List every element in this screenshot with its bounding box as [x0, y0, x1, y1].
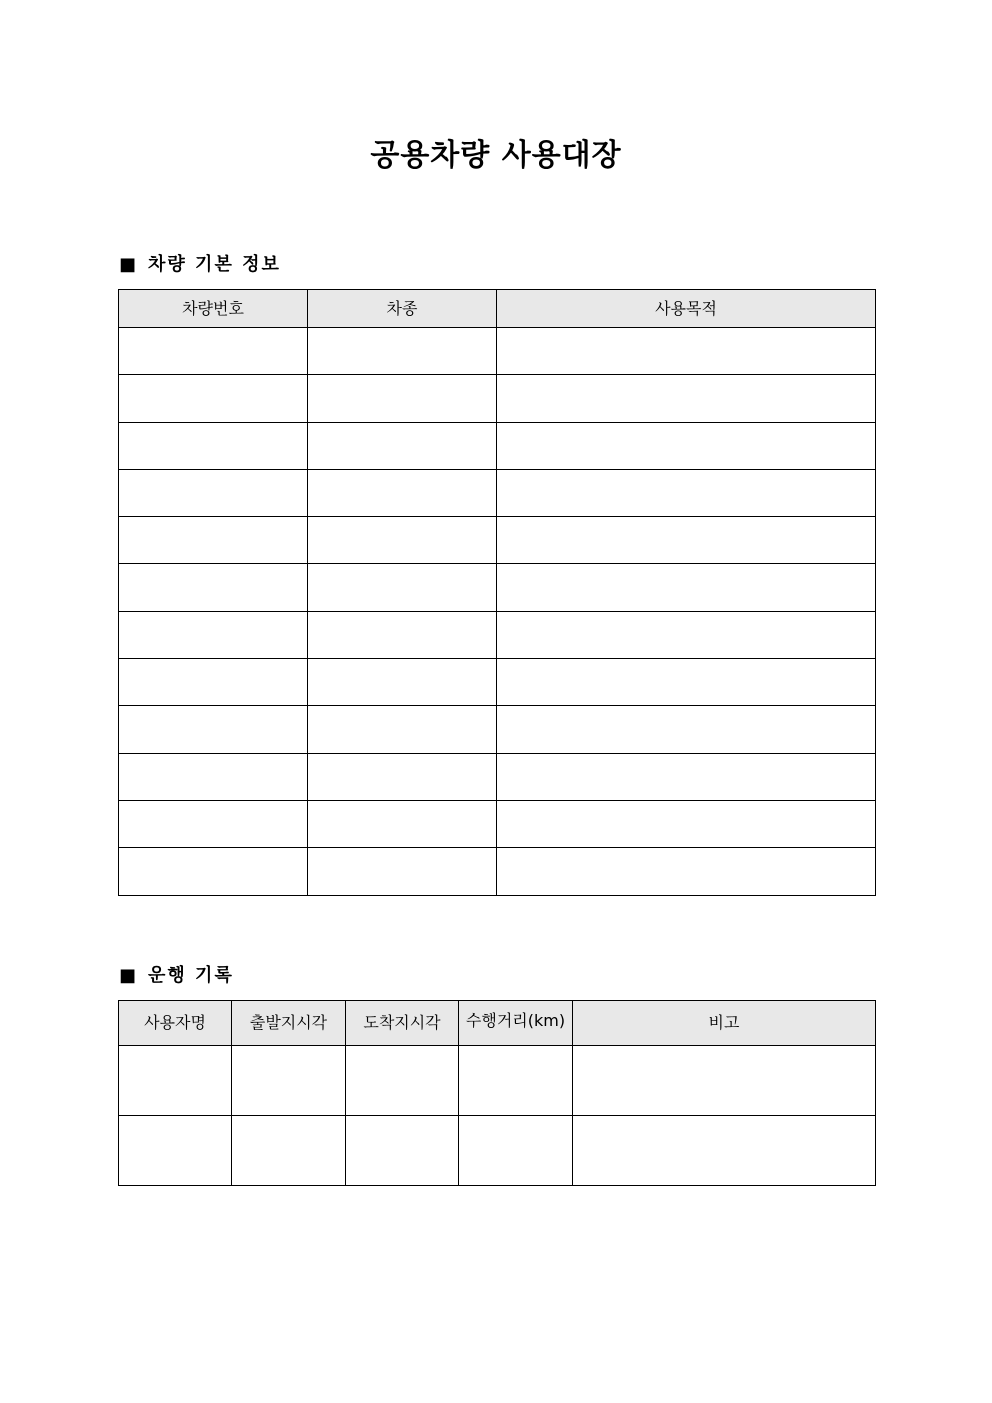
purpose-cell[interactable]	[497, 706, 876, 753]
purpose-cell[interactable]	[497, 469, 876, 516]
column-header-departure-time: 출발지시각	[232, 1001, 346, 1046]
vehicle-info-heading-text: 차량 기본 정보	[148, 254, 281, 275]
table-row	[119, 659, 876, 706]
table-row	[119, 611, 876, 658]
table-row	[119, 706, 876, 753]
purpose-cell[interactable]	[497, 328, 876, 375]
table-row	[119, 517, 876, 564]
table-row	[119, 800, 876, 847]
purpose-cell[interactable]	[497, 848, 876, 895]
table-row	[119, 1116, 876, 1186]
column-header-user-name: 사용자명	[119, 1001, 232, 1046]
purpose-cell[interactable]	[497, 800, 876, 847]
purpose-cell[interactable]	[497, 611, 876, 658]
purpose-cell[interactable]	[497, 659, 876, 706]
square-bullet-icon: ■	[119, 965, 139, 986]
vehicle-type-cell[interactable]	[308, 611, 497, 658]
vehicle-type-cell[interactable]	[308, 328, 497, 375]
purpose-cell[interactable]	[497, 517, 876, 564]
remarks-cell[interactable]	[573, 1116, 876, 1186]
column-header-remarks: 비고	[573, 1001, 876, 1046]
table-row	[119, 375, 876, 422]
table-row	[119, 422, 876, 469]
vehicle-number-cell[interactable]	[119, 328, 308, 375]
table-header-row	[119, 1001, 876, 1046]
vehicle-number-cell[interactable]	[119, 659, 308, 706]
vehicle-type-cell[interactable]	[308, 848, 497, 895]
table-row	[119, 328, 876, 375]
vehicle-number-cell[interactable]	[119, 375, 308, 422]
distance-cell[interactable]	[459, 1046, 573, 1116]
column-header-vehicle-number: 차량번호	[119, 290, 308, 328]
vehicle-number-cell[interactable]	[119, 848, 308, 895]
vehicle-number-cell[interactable]	[119, 753, 308, 800]
vehicle-number-cell[interactable]	[119, 469, 308, 516]
purpose-cell[interactable]	[497, 422, 876, 469]
vehicle-type-cell[interactable]	[308, 375, 497, 422]
table-row	[119, 753, 876, 800]
purpose-cell[interactable]	[497, 753, 876, 800]
column-header-vehicle-type: 차종	[308, 290, 497, 328]
purpose-cell[interactable]	[497, 564, 876, 611]
trip-log-heading	[119, 963, 234, 989]
vehicle-number-cell[interactable]	[119, 800, 308, 847]
vehicle-type-cell[interactable]	[308, 422, 497, 469]
remarks-cell[interactable]	[573, 1046, 876, 1116]
table-row	[119, 469, 876, 516]
document-title: 공용차량 사용대장	[370, 138, 622, 173]
column-header-distance-text: 수행거리(km)	[465, 1011, 566, 1030]
vehicle-info-table	[118, 289, 876, 896]
column-header-purpose: 사용목적	[497, 290, 876, 328]
trip-log-heading-text: 운행 기록	[148, 965, 234, 986]
square-bullet-icon: ■	[119, 254, 139, 275]
user-name-cell[interactable]	[119, 1116, 232, 1186]
arrival-time-cell[interactable]	[346, 1046, 459, 1116]
departure-time-cell[interactable]	[232, 1046, 346, 1116]
vehicle-type-cell[interactable]	[308, 800, 497, 847]
vehicle-number-cell[interactable]	[119, 611, 308, 658]
vehicle-info-heading	[119, 252, 281, 278]
distance-cell[interactable]	[459, 1116, 573, 1186]
purpose-cell[interactable]	[497, 375, 876, 422]
vehicle-number-cell[interactable]	[119, 422, 308, 469]
user-name-cell[interactable]	[119, 1046, 232, 1116]
vehicle-type-cell[interactable]	[308, 469, 497, 516]
vehicle-type-cell[interactable]	[308, 659, 497, 706]
vehicle-number-cell[interactable]	[119, 564, 308, 611]
vehicle-type-cell[interactable]	[308, 564, 497, 611]
vehicle-type-cell[interactable]	[308, 706, 497, 753]
table-row	[119, 1046, 876, 1116]
trip-log-table	[118, 1000, 876, 1186]
table-row	[119, 564, 876, 611]
table-row	[119, 848, 876, 895]
vehicle-type-cell[interactable]	[308, 517, 497, 564]
vehicle-number-cell[interactable]	[119, 706, 308, 753]
departure-time-cell[interactable]	[232, 1116, 346, 1186]
column-header-distance	[459, 1001, 573, 1046]
arrival-time-cell[interactable]	[346, 1116, 459, 1186]
table-header-row	[119, 290, 876, 328]
column-header-arrival-time: 도착지시각	[346, 1001, 459, 1046]
vehicle-number-cell[interactable]	[119, 517, 308, 564]
vehicle-type-cell[interactable]	[308, 753, 497, 800]
